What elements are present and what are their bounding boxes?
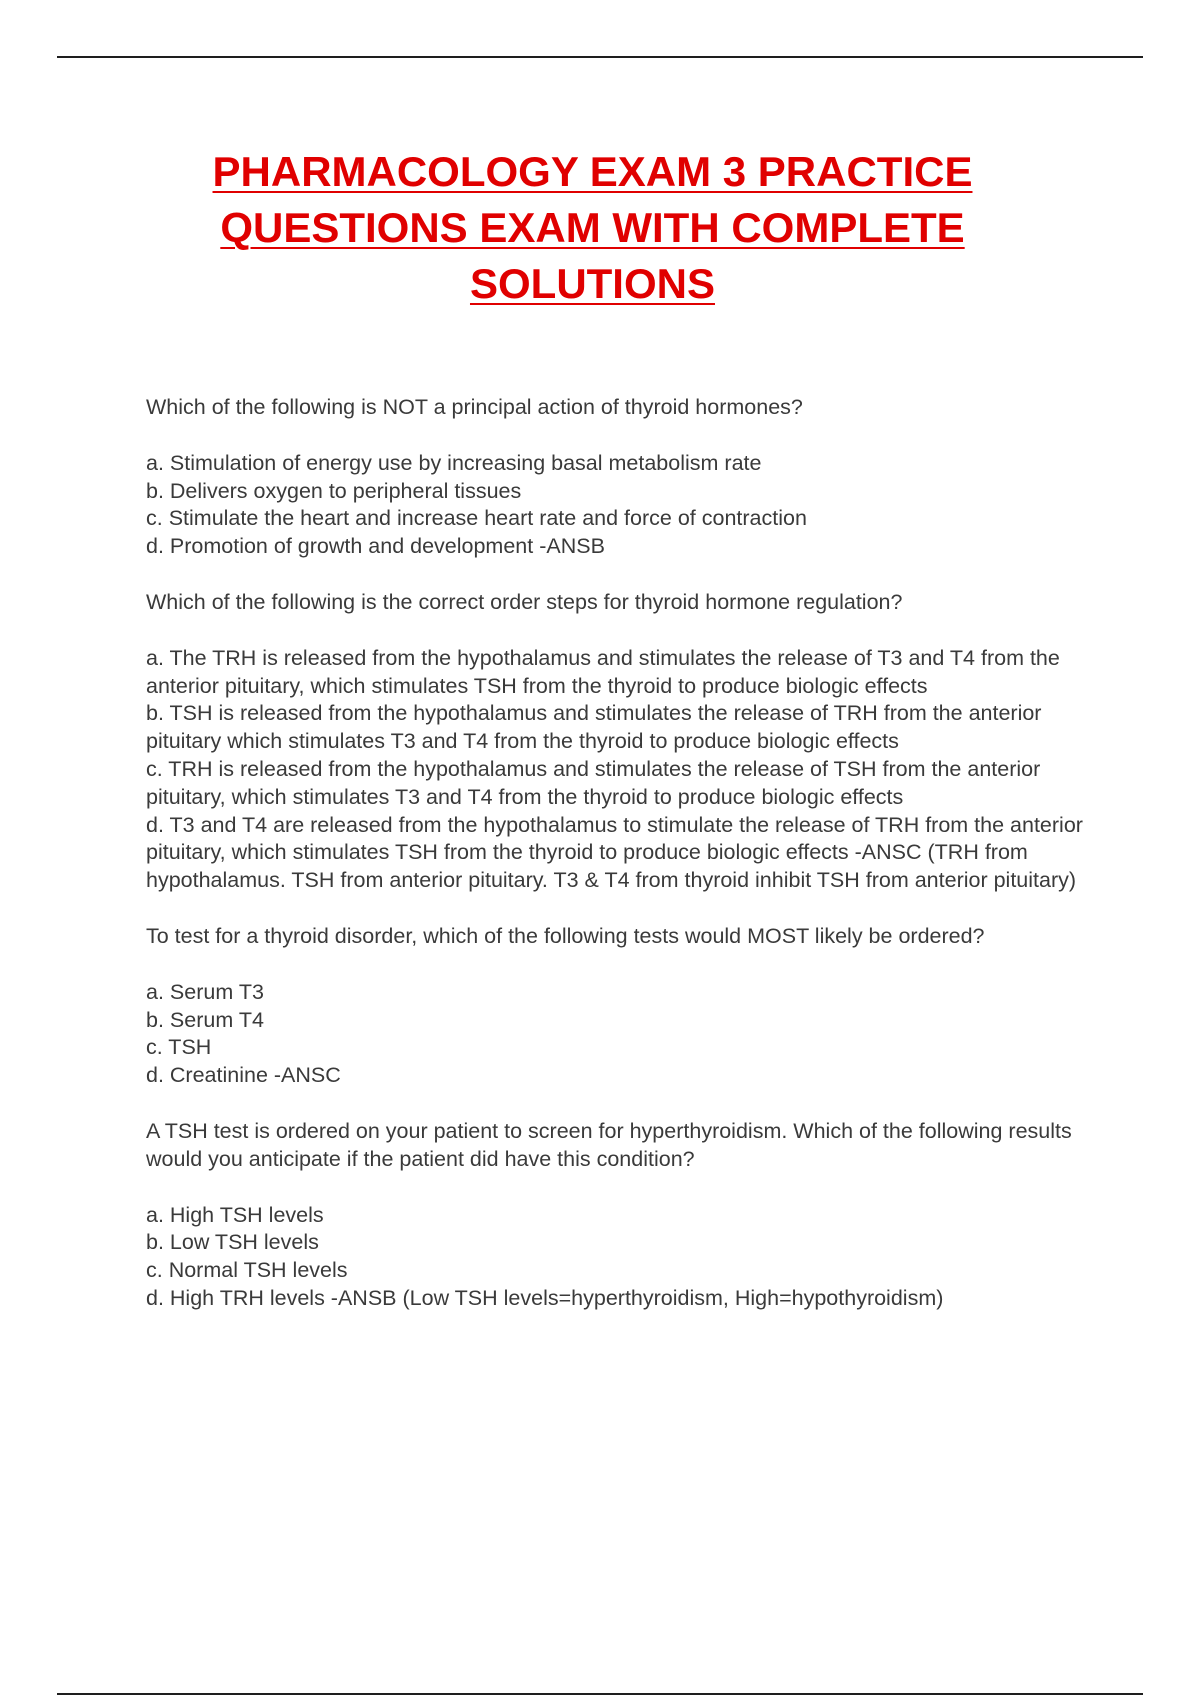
question-4 [146,1118,1086,1313]
question-text: Which of the following is the correct order steps for thyroid hormone regulation? [146,589,903,614]
answer-option: b. TSH is released from the hypothalamus and stimulates the release of TRH from the anterior pituitary which stimulates T3 and T4 from the thyroid to produce biologic effects [146,701,1042,754]
answer-option: d. Promotion of growth and development -ANSB [146,534,605,559]
answer-option: d. Creatinine -ANSC [146,1063,341,1088]
question-text: A TSH test is ordered on your patient to screen for hyperthyroidism. Which of the following results would you anticipate if the patient did have this condition? [146,1118,1072,1171]
answer-option: a. Stimulation of energy use by increasing basal metabolism rate [146,450,762,475]
bottom-rule [57,1693,1143,1695]
question-text: Which of the following is NOT a principal action of thyroid hormones? [146,395,803,419]
questions-list [146,394,1086,1341]
answer-option: a. The TRH is released from the hypothalamus and stimulates the release of T3 and T4 from the anterior pituitary, which stimulates TSH from the thyroid to produce biologic effects [146,645,1060,698]
answer-option: b. Serum T4 [146,1007,264,1032]
answer-options [146,1202,1086,1313]
question-text: To test for a thyroid disorder, which of the following tests would MOST likely be ordered? [146,923,985,948]
question-3 [146,923,1086,1090]
answer-option: c. TSH [146,1035,212,1060]
answer-option: b. Delivers oxygen to peripheral tissues [146,478,522,503]
answer-option: a. High TSH levels [146,1202,324,1227]
answer-option: d. High TRH levels -ANSB (Low TSH levels=hyperthyroidism, High=hypothyroidism) [146,1285,944,1310]
document-title: PHARMACOLOGY EXAM 3 PRACTICE QUESTIONS EXAM WITH COMPLETE SOLUTIONS [212,148,973,307]
question-1 [146,394,1086,561]
answer-option: a. Serum T3 [146,979,264,1004]
answer-option: c. Stimulate the heart and increase heart rate and force of contraction [146,506,807,531]
question-2 [146,589,1086,895]
answer-options [146,645,1086,895]
answer-option: c. Normal TSH levels [146,1258,348,1283]
answer-option: d. T3 and T4 are released from the hypothalamus to stimulate the release of TRH from the anterior pituitary, which stimulates TSH from the thyroid to produce biologic effects -ANSC (TRH from hypothalamus. TSH from anterior pituitary. T3 & T4 from thyroid inhibit TSH from anterior pituitary) [146,812,1083,893]
answer-option: c. TRH is released from the hypothalamus and stimulates the release of TSH from the anterior pituitary, which stimulates T3 and T4 from the thyroid to produce biologic effects [146,756,1041,809]
answer-options [146,450,1086,561]
answer-options [146,979,1086,1090]
answer-option: b. Low TSH levels [146,1230,319,1255]
top-rule [57,56,1143,58]
